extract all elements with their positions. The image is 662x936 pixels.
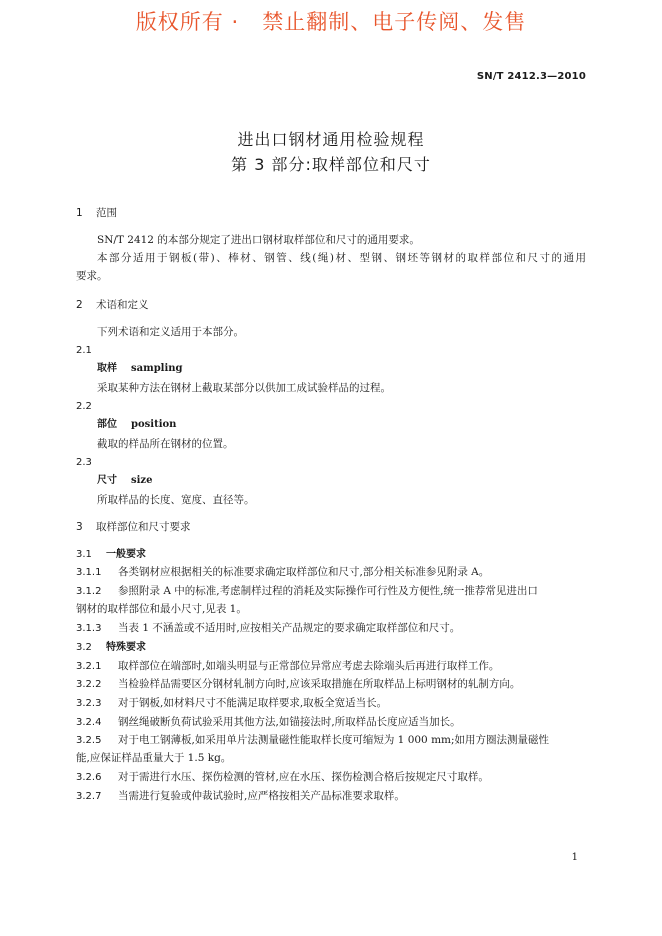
term-number: 2.1 xyxy=(76,345,92,356)
clause-3-2-5-line-1 xyxy=(76,733,549,748)
clause-3-2-5-line-2: 能,应保证样品重量大于 1.5 kg。 xyxy=(76,752,232,764)
subsection-3-1-heading xyxy=(76,547,146,562)
document-title: 进出口钢材通用检验规程 xyxy=(237,130,425,149)
term-english: position xyxy=(131,419,177,430)
section-number: 1 xyxy=(76,207,83,219)
section-3-heading xyxy=(76,520,191,534)
clause-number: 3.2.3 xyxy=(76,698,102,709)
clause-text: 当表 1 不涵盖或不适用时,应按相关产品规定的要求确定取样部位和尺寸。 xyxy=(118,622,461,634)
section-1-paragraph-1: SN/T 2412 的本部分规定了进出口钢材取样部位和尺寸的通用要求。 xyxy=(97,234,420,246)
clause-number: 3.2.1 xyxy=(76,661,102,672)
term-english: sampling xyxy=(131,363,183,374)
term-title xyxy=(97,362,183,376)
term-chinese: 尺寸 xyxy=(97,475,117,486)
section-2-intro: 下列术语和定义适用于本部分。 xyxy=(97,326,244,338)
clause-3-2-6 xyxy=(76,770,489,785)
document-subtitle: 第 3 部分:取样部位和尺寸 xyxy=(231,155,431,174)
term-chinese: 部位 xyxy=(97,419,117,430)
clause-3-1-2-line-2: 钢材的取样部位和最小尺寸,见表 1。 xyxy=(76,603,247,615)
clause-number: 3.2 xyxy=(76,642,92,653)
clause-3-2-1 xyxy=(76,659,499,674)
clause-text: 取样部位在端部时,如端头明显与正常部位异常应考虑去除端头后再进行取样工作。 xyxy=(118,660,500,672)
clause-3-2-7 xyxy=(76,789,405,804)
section-1-paragraph-2-line-2: 要求。 xyxy=(76,270,108,282)
clause-text: 对于电工钢薄板,如采用单片法测量磁性能取样长度可缩短为 1 000 mm;如用方圈法测量磁性 xyxy=(118,734,550,746)
section-title: 取样部位和尺寸要求 xyxy=(96,521,191,533)
term-title xyxy=(97,474,152,488)
copyright-watermark: 版权所有 · 禁止翻制、电子传阅、发售 xyxy=(135,10,527,34)
section-number: 2 xyxy=(76,299,83,311)
term-number: 2.2 xyxy=(76,401,92,412)
section-title: 术语和定义 xyxy=(96,299,149,311)
term-definition: 截取的样品所在钢材的位置。 xyxy=(97,438,234,450)
clause-number: 3.1 xyxy=(76,549,92,560)
section-1-heading xyxy=(76,206,117,220)
clause-number: 3.1.2 xyxy=(76,586,102,597)
standard-code: SN/T 2412.3—2010 xyxy=(476,71,586,82)
clause-number: 3.2.5 xyxy=(76,735,102,746)
clause-3-2-3 xyxy=(76,696,387,711)
clause-number: 3.2.4 xyxy=(76,717,102,728)
clause-3-1-2-line-1 xyxy=(76,584,586,599)
clause-number: 3.1.1 xyxy=(76,567,102,578)
term-number: 2.3 xyxy=(76,457,92,468)
page-number: 1 xyxy=(571,852,578,863)
term-chinese: 取样 xyxy=(97,363,117,374)
clause-text: 参照附录 A 中的标准,考虑制样过程的消耗及实际操作可行性及方便性,统一推荐常见进出口 xyxy=(118,585,538,597)
clause-3-2-2 xyxy=(76,677,520,692)
term-definition: 所取样品的长度、宽度、直径等。 xyxy=(97,494,255,506)
clause-text: 当检验样品需要区分钢材轧制方向时,应该采取措施在所取样品上标明钢材的轧制方向。 xyxy=(118,678,521,690)
clause-text: 钢丝绳破断负荷试验采用其他方法,如锚接法时,所取样品长度应适当加长。 xyxy=(118,716,461,728)
term-english: size xyxy=(131,475,153,486)
clause-title: 特殊要求 xyxy=(106,642,146,653)
clause-text: 当需进行复验或仲裁试验时,应严格按相关产品标准要求取样。 xyxy=(118,790,405,802)
clause-3-2-4 xyxy=(76,715,461,730)
section-2-heading xyxy=(76,298,149,312)
section-1-paragraph-2-line-1: 本部分适用于钢板(带)、棒材、钢管、线(绳)材、型钢、钢坯等钢材的取样部位和尺寸的通用 xyxy=(97,252,586,264)
clause-title: 一般要求 xyxy=(106,549,146,560)
clause-text: 各类钢材应根据相关的标准要求确定取样部位和尺寸,部分相关标准参见附录 A。 xyxy=(118,566,490,578)
clause-3-1-3 xyxy=(76,621,460,636)
subsection-3-2-heading xyxy=(76,640,146,655)
clause-number: 3.2.2 xyxy=(76,679,102,690)
section-title: 范围 xyxy=(96,207,117,219)
term-title xyxy=(97,418,176,432)
clause-3-1-1 xyxy=(76,565,489,580)
section-number: 3 xyxy=(76,521,83,533)
clause-number: 3.1.3 xyxy=(76,623,102,634)
clause-text: 对于需进行水压、探伤检测的管材,应在水压、探伤检测合格后按规定尺寸取样。 xyxy=(118,771,489,783)
term-definition: 采取某种方法在钢材上截取某部分以供加工成试验样品的过程。 xyxy=(97,382,391,394)
clause-number: 3.2.7 xyxy=(76,791,102,802)
clause-number: 3.2.6 xyxy=(76,772,102,783)
clause-text: 对于钢板,如材料尺寸不能满足取样要求,取板全宽适当长。 xyxy=(118,697,388,709)
